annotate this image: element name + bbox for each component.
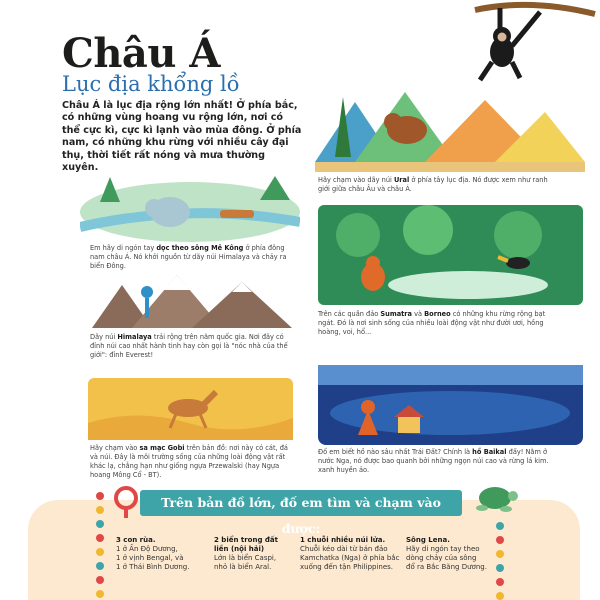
mekong-illustration [80, 172, 300, 242]
baikal-lake-illustration [318, 365, 583, 445]
himalaya-illustration [92, 270, 292, 330]
sumatra-borneo-illustration [318, 205, 583, 305]
challenge-banner: Trên bản đồ lớn, đố em tìm và chạm vào được: [140, 490, 462, 516]
baikal-caption: Đố em biết hồ nào sâu nhất Trái Đất? Chính là hồ Baikal đấy! Nằm ở nước Nga, nó được bao quanh bởi những ngọn núi cao và rừng lá kim. xanh huyền ảo. [318, 448, 549, 474]
ural-caption: Hãy chạm vào dãy núi Ural ở phía tây lục địa. Nó được xem như ranh giới giữa châu Âu và châu Á. [318, 176, 548, 193]
sumatra-caption: Trên các quần đảo Sumatra và Borneo có những khu rừng rộng bạt ngát. Đó là nơi sinh sống của nhiều loài động vật như đười ươi, hồng hoàng, voi, hổ... [318, 310, 546, 336]
bead-border-icon [90, 488, 110, 600]
gibbon-illustration [470, 0, 600, 95]
ural-mountains-illustration [315, 82, 585, 172]
turtle-icon [470, 480, 520, 516]
challenge-turtles: 3 con rùa. 1 ở Ấn Độ Dương, 1 ở vịnh Bengal, và 1 ở Thái Bình Dương. [116, 536, 190, 571]
bead-border-right-icon [490, 518, 510, 600]
mekong-caption: Em hãy di ngón tay dọc theo sông Mê Kông ở phía đông nam châu Á. Nó khởi nguồn từ dãy núi Himalaya và chảy ra biển Đông. [90, 244, 287, 270]
page-subtitle: Lục địa khổng lồ [62, 72, 240, 96]
challenge-lena-river: Sông Lena. Hãy di ngón tay theo dòng chảy của sông đổ ra Bắc Băng Dương. [406, 536, 487, 571]
magnifier-icon [108, 484, 144, 520]
intro-paragraph: Châu Á là lục địa rộng lớn nhất! Ở phía bắc, có những vùng hoang vu rộng lớn, nơi có thể cực kì, cực kì lạnh vào mùa đông. Ở phía nam, có những khu rừng với nhiều cây đại thụ, thời tiết rất nóng và mưa thường xuyên. [62, 100, 302, 174]
page-title: Châu Á [62, 30, 220, 77]
challenge-volcanoes: 1 chuỗi nhiều núi lửa. Chuỗi kéo dài từ bán đảo Kamchatka (Nga) ở phía bắc xuống đến tận Philippines. [300, 536, 400, 571]
himalaya-caption: Dãy núi Himalaya trải rộng trên năm quốc gia. Nơi đây có đỉnh núi cao nhất hành tinh hay còn gọi là "nóc nhà của thế giới": đỉnh Everest! [90, 333, 288, 359]
challenge-inland-seas: 2 biển trong đất liền (nội hải) Lớn là biển Caspi, nhỏ là biển Aral. [214, 536, 279, 571]
gobi-desert-illustration [88, 378, 293, 440]
gobi-caption: Hãy chạm vào sa mạc Gobi trên bản đồ: nơi này có cát, đá và núi. Đây là môi trường sống của những loài động vật rất khác lạ, chẳng hạn như giống ngựa Przewalski (hay Ngựa hoang Mông Cổ - BT). [90, 444, 288, 479]
